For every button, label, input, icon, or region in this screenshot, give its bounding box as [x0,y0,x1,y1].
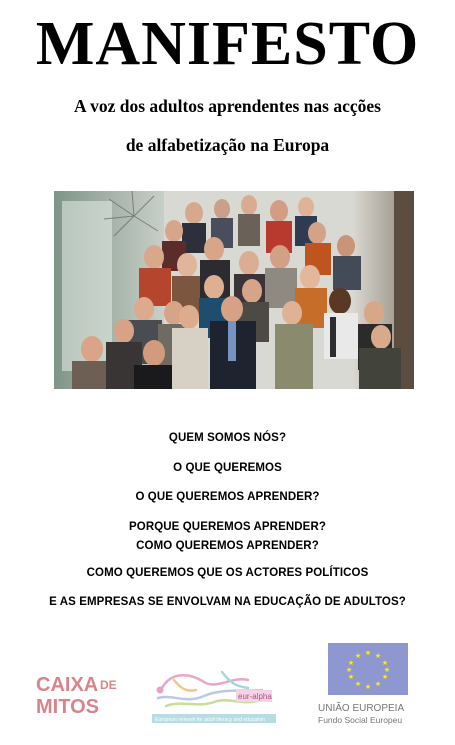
question-what-we-want: O QUE QUEREMOS [173,462,282,474]
mitos-text: MITOS [36,696,99,718]
svg-text:★: ★ [374,652,382,660]
svg-text:★: ★ [364,649,372,657]
question-political-actors-line-2: E AS EMPRESAS SE ENVOLVAM NA EDUCAÇÃO DE ADULTOS? [49,596,406,608]
eur-alpha-tagline: European network for adult literacy and education [155,717,266,723]
svg-text:★: ★ [354,652,362,660]
question-how-we-want-to-learn: COMO QUEREMOS APRENDER? [136,540,319,552]
question-what-we-want-to-learn: O QUE QUEREMOS APRENDER? [135,491,320,503]
subtitle-line-2: de alfabetização na Europa [125,135,330,155]
caixa-de-text: DE [100,678,117,692]
svg-text:★: ★ [364,683,372,691]
svg-text:★: ★ [374,680,382,688]
eur-alpha-logo [152,668,276,726]
svg-text:★: ★ [383,666,391,674]
svg-text:★: ★ [347,659,355,667]
svg-text:★: ★ [381,673,389,681]
manifesto-title: MANIFESTO [35,10,420,78]
subtitle-line-1: A voz dos adultos aprendentes nas acções [74,96,381,116]
svg-text:★: ★ [354,680,362,688]
question-why-we-want-to-learn: PORQUE QUEREMOS APRENDER? [129,521,326,533]
svg-text:★: ★ [347,673,355,681]
question-who-are-we: QUEM SOMOS NÓS? [168,432,287,444]
svg-text:★: ★ [381,659,389,667]
svg-text:★: ★ [345,666,353,674]
eur-alpha-text: eur-alpha [238,692,272,701]
question-political-actors-line-1: COMO QUEREMOS QUE OS ACTORES POLÍTICOS [86,567,369,579]
group-photo [54,191,414,389]
eu-text-line-2: Fundo Social Europeu [318,715,403,725]
eu-text-line-1: UNIÃO EUROPEIA [318,703,405,714]
caixa-text: CAIXA [36,674,99,696]
eu-logo [318,641,428,731]
caixa-de-mitos-logo [34,672,134,718]
